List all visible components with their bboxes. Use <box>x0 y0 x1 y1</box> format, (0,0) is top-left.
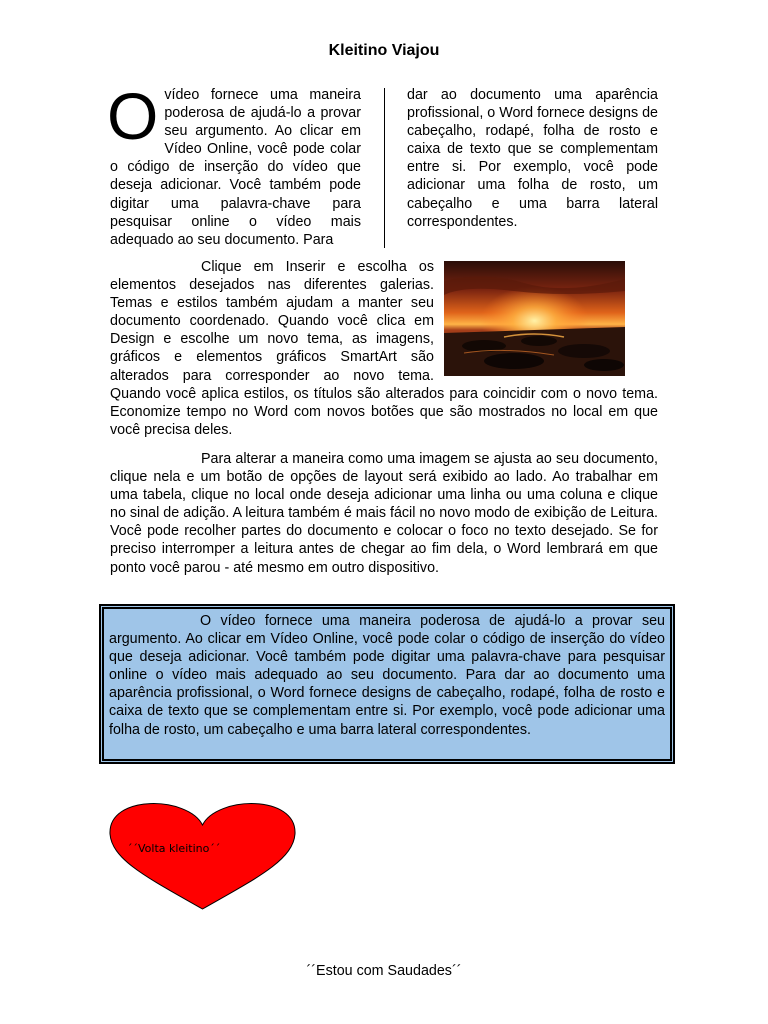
text-box[interactable] <box>99 604 675 764</box>
text-box-paragraph <box>109 612 665 739</box>
drop-cap: O <box>107 79 159 153</box>
column-right-text: dar ao documento uma aparência profissional, o Word fornece designs de cabeçalho, rodapé, folha de rosto e caixa de texto que se complementam entre si. Por exemplo, você pode adicionar uma folha de rosto, um cabeçalho e uma barra lateral correspondentes. <box>407 87 658 230</box>
column-divider <box>384 88 385 248</box>
paragraph-with-image <box>110 258 658 439</box>
footer-text: ´´Estou com Saudades´´ <box>306 963 462 979</box>
paragraph-3-text: Clique em Inserir e escolha os elementos desejados nas diferentes galerias. Temas e estilos também ajudam a manter seu documento coordenado. Quando você clica em Design e escolhe um novo tema, as imagens, gráficos e elementos gráficos SmartArt são alterados para corresponder ao novo tema. Quando você aplica estilos, os títulos são alterados para coincidir com o novo tema. Economize tempo no Word com novos botões que são mostrados no local em que você precisa deles. <box>110 259 658 438</box>
heart-label: ´´Volta kleitino´´ <box>127 842 221 855</box>
sunset-beach-image <box>444 261 625 376</box>
paragraph-4-container <box>110 450 658 577</box>
column-left-text: vídeo fornece uma maneira poderosa de ajudá-lo a provar seu argumento. Ao clicar em Vídeo Online, você pode colar o código de inserção do vídeo que deseja adicionar. Você também pode digitar uma palavra-chave para pesquisar online o vídeo mais adequado ao seu documento. Para <box>110 87 361 248</box>
paragraph-4 <box>110 450 658 577</box>
column-left <box>107 79 361 249</box>
text-box-text: O vídeo fornece uma maneira poderosa de ajudá-lo a provar seu argumento. Ao clicar em Vídeo Online, você pode colar o código de inserção do vídeo que deseja adicionar. Você também pode digitar uma palavra-chave para pesquisar online o vídeo mais adequado ao seu documento. Para dar ao documento uma aparência profissional, o Word fornece designs de cabeçalho, rodapé, folha de rosto e caixa de texto que se complementam entre si. Por exemplo, você pode adicionar uma folha de rosto, um cabeçalho e uma barra lateral correspondentes. <box>109 613 665 738</box>
document-title: Kleitino Viajou <box>328 42 440 59</box>
column-right <box>407 86 658 231</box>
paragraph-4-text: Para alterar a maneira como uma imagem se ajusta ao seu documento, clique nela e um botão de opções de layout será exibido ao lado. Ao trabalhar em uma tabela, clique no local onde deseja adicionar uma linha ou uma coluna e clique no sinal de adição. A leitura também é mais fácil no novo modo de exibição de Leitura. Você pode recolher partes do documento e colocar o foco no texto desejado. Se for preciso interromper a leitura antes de chegar ao fim dela, o Word lembrará em que ponto você parou - até mesmo em outro dispositivo. <box>110 451 658 576</box>
column-left-paragraph <box>107 79 361 249</box>
